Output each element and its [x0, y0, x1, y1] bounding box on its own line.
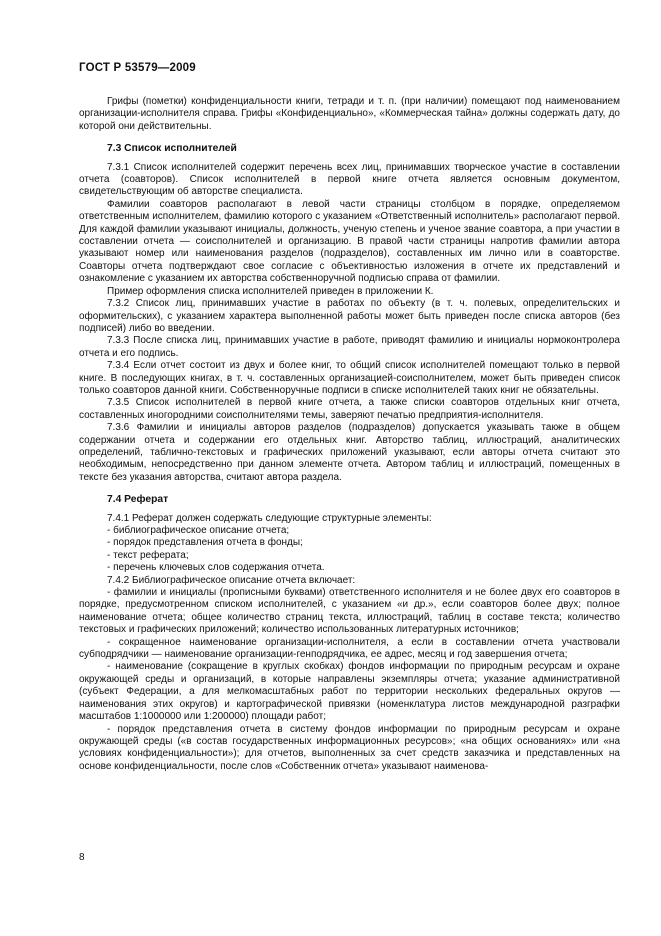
list-item: - перечень ключевых слов содержания отчета.: [107, 562, 325, 574]
section-heading: 7.4 Реферат: [107, 494, 169, 506]
paragraph: 7.3.1 Список исполнителей содержит перечень всех лиц, принимавших творческое участие в составлении отчета (соавторов). Список исполнителей в первой книге отчета является основным документом, свидетельствующим об авторстве специалиста.: [79, 161, 620, 198]
paragraph: - наименование (сокращение в круглых скобках) фондов информации по природным ресурсам и охране окружающей среды и организаций, в которые направлены экземпляры отчета; указание административной (субъект Федерации, а для мелкомасштабных работ по территории нескольких федеральных округов — наименования этих округов) и картографической привязки (номенклатура листов международной разграфки масштабов 1:1000000 или 1:200000) площади работ;: [79, 661, 620, 723]
document-header: ГОСТ Р 53579—2009: [79, 62, 196, 74]
paragraph: 7.3.5 Список исполнителей в первой книге отчета, а также списки соавторов отдельных книг отчета, составленных иногородними соисполнителями темы, заверяют печатью предприятия-исполнителя.: [79, 397, 620, 421]
paragraph: - сокращенное наименование организации-исполнителя, а если в составлении отчета участвовали субподрядчики — наименование организации-генподрядчика, ее адрес, месяц и год завершения отчета;: [79, 636, 620, 661]
paragraph: 7.3.6 Фамилии и инициалы авторов разделов (подразделов) допускается указывать также в общем содержании отчета и содержании его отдельных книг. Авторство таблиц, иллюстраций, аналитических определений, таблично-текстовых и графических приложений указывают, если авторы отчета считают это необходимым, непосредственно при данном элементе отчета. Автором таблиц и иллюстраций, помещенных в тексте без указания авторства, считают автора раздела.: [79, 422, 620, 483]
paragraph: 7.3.3 После списка лиц, принимавших участие в работе, приводят фамилию и инициалы нормоконтролера отчета и его подпись.: [79, 335, 620, 359]
paragraph: Грифы (пометки) конфиденциальности книги, тетради и т. п. (при наличии) помещают под наименованием организации-исполнителя справа. Грифы «Конфиденциально», «Коммерческая тайна» должны содержать дату, до которой они действительны.: [79, 96, 620, 132]
paragraph: 7.4.1 Реферат должен содержать следующие структурные элементы:: [107, 512, 432, 524]
page-number: 8: [79, 852, 85, 863]
list-item: - текст реферата;: [107, 549, 189, 561]
list-item: - библиографическое описание отчета;: [107, 525, 290, 536]
document-body: [79, 96, 620, 773]
paragraph: - фамилии и инициалы (прописными буквами) ответственного исполнителя и не более двух его соавторов в порядке, предусмотренном списком исполнителей, с указанием «и др.», если соавторов более двух; полное наименование отчета; общее количество страниц текста, иллюстраций, таблиц в составе текста; количество текстовых и графических приложений; количество использованных литературных источников;: [79, 587, 620, 636]
section-heading: 7.3 Список исполнителей: [107, 143, 237, 155]
paragraph: 7.3.2 Список лиц, принимавших участие в работах по объекту (в т. ч. полевых, определительских и оформительских), с указанием характера выполненной работы может быть приведен после списка авторов (без подписей) либо во введении.: [79, 298, 620, 334]
paragraph: 7.3.4 Если отчет состоит из двух и более книг, то общий список исполнителей помещают только в первой книге. В последующих книгах, в т. ч. составленных организацией-соисполнителем, может быть приведен список только соавторов данной книги. Собственноручные подписи в списке исполнителей таких книг не обязательны.: [79, 360, 620, 396]
paragraph: - порядок представления отчета в систему фондов информации по природным ресурсам и охране окружающей среды («в состав государственных информационных ресурсов»; «на общих основаниях» или «на условиях конфиденциальности»); для отчетов, выполненных за счет средств заказчика и представленных на основе конфиденциальности, после слов «Собственник отчета» указывают наименова-: [79, 723, 620, 772]
list-item: - порядок представления отчета в фонды;: [107, 537, 303, 549]
paragraph: 7.4.2 Библиографическое описание отчета включает:: [107, 574, 356, 586]
paragraph: Пример оформления списка исполнителей приведен в приложении К.: [107, 285, 434, 297]
paragraph: Фамилии соавторов располагают в левой части страницы столбцом в порядке, определяемом ответственным исполнителем, фамилию которого с указанием «Ответственный исполнитель» располагают первой. Для каждой фамилии указывают инициалы, должность, ученую степень и ученое звание соавтора, а при участии в составлении отчета — соисполнителей и организацию. В правой части страницы напротив фамилии автора указывают номер или наименования разделов (подразделов), составленных им лично или в соавторстве. Соавторы отчета подтверждают свое согласие с объективностью изложения в отчете их представлений и ознакомление с указанием их авторства собственноручной подписью справа от фамилии.: [79, 198, 620, 285]
